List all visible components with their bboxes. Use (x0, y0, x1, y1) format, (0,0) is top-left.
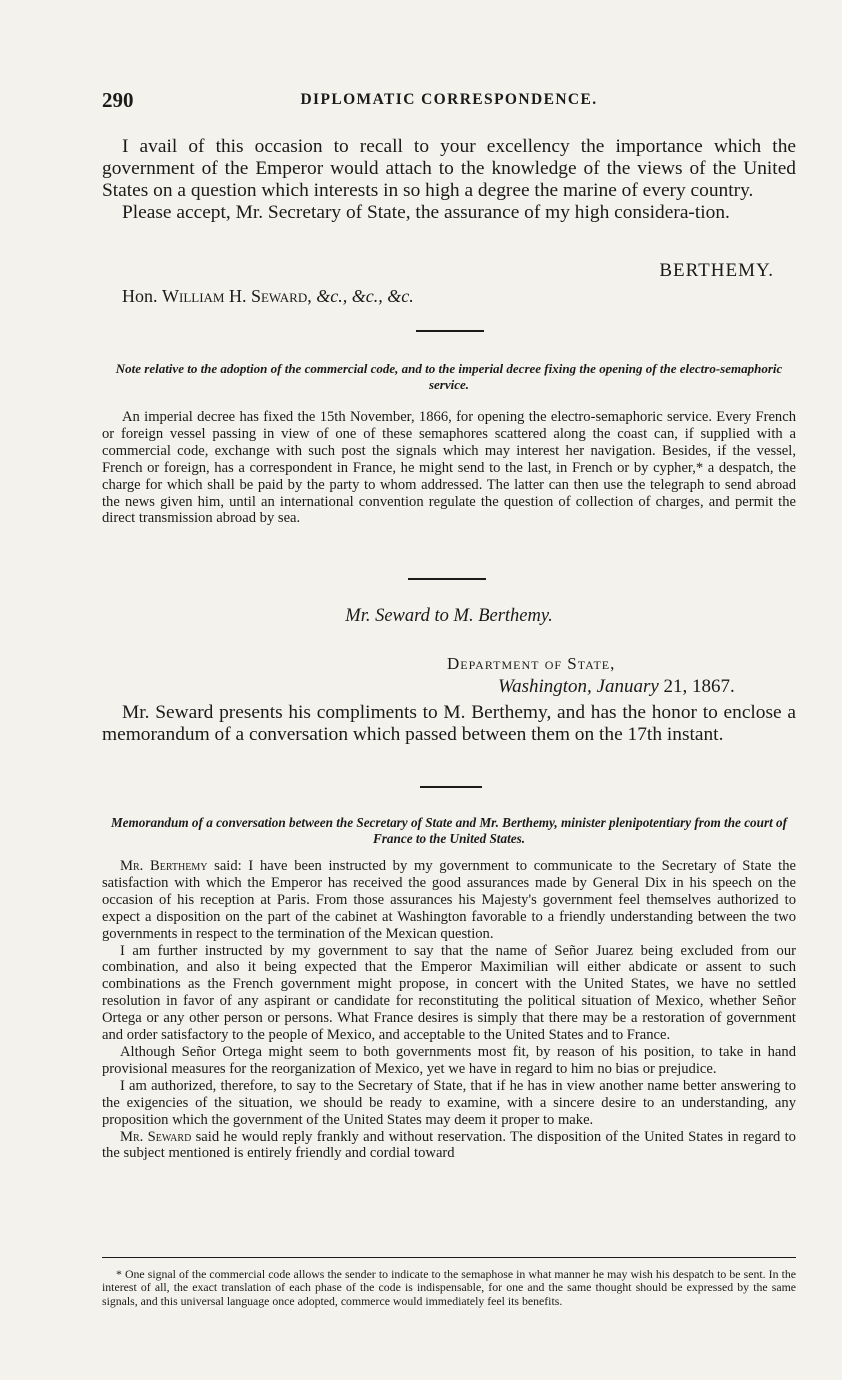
footnote: * One signal of the commercial code allows the sender to indicate to the semaphose in what manner he may wish his despatch to be sent. In the interest of all, the exact translation of each phase of the code is indispensable, for one and the same thought should be expressed by the same signals, and this universal language once adopted, commerce would immediately feel its benefits. (102, 1267, 796, 1308)
date-place: Washington, January (498, 676, 659, 697)
speaker-name: Mr. Berthemy (120, 858, 208, 874)
note-title: Note relative to the adoption of the commercial code, and to the imperial decree fixing the opening of the electro-semaphoric service. (115, 361, 783, 392)
date-year: 21, 1867. (663, 676, 735, 697)
letter-closing (102, 136, 796, 224)
letter-date (498, 676, 735, 698)
memo-paragraph: Mr. Seward said he would reply frankly and without reservation. The disposition of the United States in regard to the subject mentioned is entirely friendly and cordial toward (102, 1128, 796, 1162)
memo-paragraph: Although Señor Ortega might seem to both governments most fit, by reason of his position, to take in hand provisional measures for the reorganization of Mexico, yet we have in regard to him no bias or prejudice. (102, 1043, 796, 1077)
running-head: DIPLOMATIC CORRESPONDENCE. (300, 91, 598, 108)
section-divider (416, 330, 484, 332)
page-number: 290 (102, 88, 134, 112)
memo-paragraph: Mr. Berthemy said: I have been instructed by my government to communicate to the Secretary of State the satisfaction with which the Emperor has received the good assurances made by General Dix in his speech on the occasion of his reception at Paris. From those assurances his Majesty's government feel themselves authorized to expect a disposition on the part of the cabinet at Washington favorable to a friendly understanding between the two governments in respect to the termination of the Mexican question. (102, 858, 796, 942)
addressee-name: William H. Seward, (162, 286, 312, 306)
note-body (102, 409, 796, 527)
courtesy-paragraph: Please accept, Mr. Secretary of State, the assurance of my high considera-tion. (122, 202, 730, 223)
memo-body (102, 858, 796, 1162)
section-divider (408, 578, 486, 580)
closing-paragraph: I avail of this occasion to recall to your excellency the importance which the government of the Emperor would attach to the knowledge of the views of the United States on a question which interests in so high a degree the marine of every country. (102, 136, 796, 201)
addressee-suffix: &c., &c., &c. (316, 286, 414, 306)
section-divider (420, 786, 482, 788)
department: Department of State, (447, 654, 616, 673)
addressee-prefix: Hon. (122, 286, 158, 306)
letter-title: Mr. Seward to M. Berthemy. (345, 606, 553, 626)
memo-paragraph: I am further instructed by my government to say that the name of Señor Juarez being excluded from our combination, and also it being expected that the Emperor Maximilian will either abdicate or assent to such combinations as the French government might propose, in concert with the United States, we have no settled resolution in favor of any aspirant or candidate for reconstituting the political situation of Mexico, whether Señor Ortega or any other person or persons. What France desires is simply that there may be a restoration of government and order satisfactory to the people of Mexico, and acceptable to the United States and to France. (102, 942, 796, 1044)
speaker-name: Mr. Seward (120, 1128, 192, 1145)
signature: BERTHEMY. (659, 260, 774, 281)
memo-paragraph: I am authorized, therefore, to say to the Secretary of State, that if he has in view another name better answering to the exigencies of the situation, we should be ready to examine, with a sincere desire to an understanding, any proposition which the government of the United States may deem it proper to make. (102, 1077, 796, 1128)
letter-paragraph: Mr. Seward presents his compliments to M. Berthemy, and has the honor to enclose a memorandum of a conversation which passed between them on the 17th instant. (102, 702, 796, 745)
letter-body (102, 702, 796, 746)
memo-title: Memorandum of a conversation between the Secretary of State and Mr. Berthemy, minister plenipotentiary from the court of France to the United States. (110, 815, 788, 846)
addressee (122, 286, 414, 307)
page-header (102, 88, 796, 114)
note-paragraph: An imperial decree has fixed the 15th November, 1866, for opening the electro-semaphoric service. Every French or foreign vessel passing in view of one of these semaphores scattered along the coast can, if supplied with a commercial code, exchange with such post the signals which may interest her navigation. Besides, if the vessel, French or foreign, has a correspondent in France, he might send to the last, in French or by cypher,* a despatch, the charge for which shall be paid by the party to whom addressed. The latter can then use the telegraph to send abroad the news given him, until an international convention regulate the question of collection of charges, and permit the direct transmission abroad by sea. (102, 409, 796, 527)
footnote-rule (102, 1257, 796, 1258)
